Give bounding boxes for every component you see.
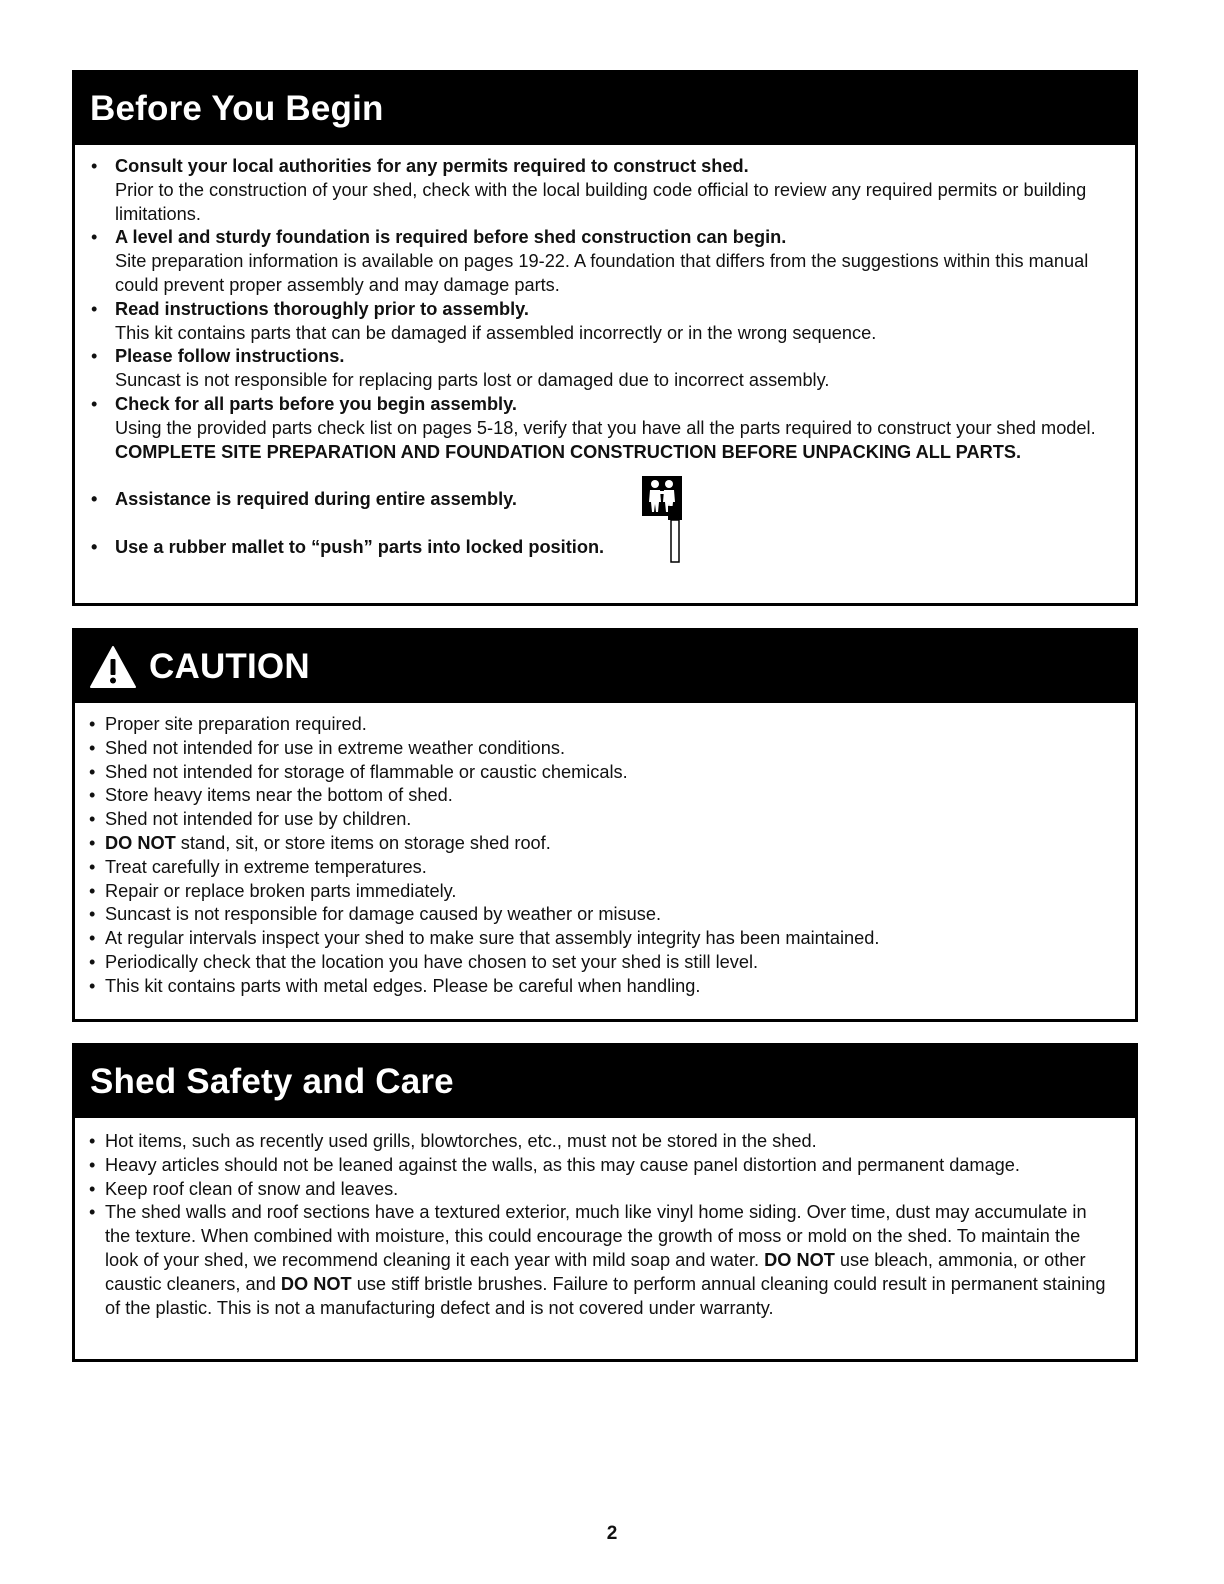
item-heading: Consult your local authorities for any permits required to construct shed. [115,156,749,176]
list-item [89,761,1115,785]
list-item [89,1130,1115,1154]
item-text: stand, sit, or store items on storage shed roof. [175,832,551,853]
bullet: • [89,975,96,996]
item-text: The shed walls and roof sections have a textured exterior, much like vinyl home siding. Over time, dust may accumulate in the texture. When combined with moisture, this could encourage the growth of moss or mold on the shed. To maintain the look of your shed, we recommend cleaning it each year with mild soap and water. [105,1202,1087,1270]
section-body [75,1118,1135,1320]
bullet: • [89,714,96,734]
item-text: Periodically check that the location you have chosen to set your shed is still level. [105,951,759,972]
list-item [89,713,1115,737]
item-text: At regular intervals inspect your shed to make sure that assembly integrity has been maintained. [105,928,880,949]
mallet-text: Use a rubber mallet to “push” parts into locked position. [115,537,605,558]
list-item [89,975,1115,999]
warning-triangle-icon [89,645,137,689]
section-title: Shed Safety and Care [90,1062,454,1101]
item-text: use stiff bristle brushes. Failure to perform annual cleaning could result in permanent staining of the plastic. This is not a manufacturing defect and is not covered under warranty. [105,1273,1106,1318]
list-item [89,832,1115,856]
bullet: • [89,880,96,901]
assistance-text: Assistance is required during entire assembly. [115,489,517,510]
before-you-begin-section [72,70,1138,606]
item-text: Hot items, such as recently used grills, blowtorches, etc., must not be stored in the shed. [105,1131,817,1151]
rubber-mallet-icon [665,506,685,564]
list-item [89,1178,1115,1202]
section-title: CAUTION [149,647,310,686]
section-header [75,1046,1135,1118]
item-text: Keep roof clean of snow and leaves. [105,1178,399,1199]
bullet: • [89,928,96,949]
bullet: • [91,298,98,319]
list-item [89,784,1115,808]
bullet: • [89,832,96,853]
section-header [75,631,1135,703]
caution-section [72,628,1138,1022]
item-text: Suncast is not responsible for replacing parts lost or damaged due to incorrect assembly. [115,370,830,391]
bullet: • [89,1178,96,1199]
bullet: • [89,809,96,830]
item-heading: Read instructions thoroughly prior to assembly. [115,298,529,319]
section-body [75,703,1135,999]
bullet: • [89,1154,96,1175]
list-item [89,1154,1115,1178]
list-item [91,345,1115,393]
item-text: Store heavy items near the bottom of shed. [105,785,453,806]
bullet: • [91,489,98,510]
bullet: • [91,156,98,176]
bullet: • [91,537,98,558]
item-text: Suncast is not responsible for damage caused by weather or misuse. [105,904,662,925]
item-heading: Check for all parts before you begin assembly. [115,393,517,414]
bullet: • [89,761,96,782]
bold-text: DO NOT [105,832,176,853]
item-text: Treat carefully in extreme temperatures. [105,856,427,877]
page-number: 2 [606,1523,618,1544]
list-item [89,951,1115,975]
item-text: use bleach, ammonia, or other caustic cleaners, and [105,1249,1086,1294]
list-item [89,808,1115,832]
bullet: • [91,346,98,367]
list-item [89,927,1115,951]
item-text: Prior to the construction of your shed, check with the local building code official to review any required permits or building limitations. [115,179,1087,224]
shed-safety-care-section [72,1043,1138,1362]
item-heading: Please follow instructions. [115,346,345,367]
list-item [91,298,1115,346]
list-item [89,1201,1115,1320]
item-heading: A level and sturdy foundation is required before shed construction can begin. [115,227,787,248]
bullet: • [89,951,96,972]
list-item [89,880,1115,904]
item-text: This kit contains parts with metal edges. Please be careful when handling. [105,975,701,996]
bullet: • [89,856,96,877]
bullet: • [91,393,98,414]
item-text: Site preparation information is available on pages 19-22. A foundation that differs from the suggestions within this manual could prevent proper assembly and may damage parts. [115,251,1089,295]
unpacking-notice: COMPLETE SITE PREPARATION AND FOUNDATION CONSTRUCTION BEFORE UNPACKING ALL PARTS. [115,441,1022,462]
item-text: Shed not intended for use in extreme weather conditions. [105,737,566,758]
bold-text: DO NOT [280,1273,352,1294]
bullet: • [89,904,96,925]
item-text: Using the provided parts check list on pages 5-18, verify that you have all the parts required to construct your shed model. [115,417,1096,438]
item-text: Proper site preparation required. [105,714,367,734]
bullet: • [89,785,96,806]
bold-text: DO NOT [764,1249,835,1270]
list-item [91,226,1115,297]
bullet: • [89,1131,96,1151]
section-header [75,73,1135,145]
list-item [91,393,1115,441]
bullet: • [89,737,96,758]
bullet: • [91,227,98,248]
list-item [89,737,1115,761]
bullet: • [89,1202,96,1223]
item-text: This kit contains parts that can be damaged if assembled incorrectly or in the wrong sequence. [115,322,877,343]
list-item [91,155,1115,226]
section-title: Before You Begin [90,89,384,128]
list-item [89,903,1115,927]
item-text: Heavy articles should not be leaned against the walls, as this may cause panel distortion and permanent damage. [105,1154,1020,1175]
assistance-item [91,488,1115,512]
section-body [75,145,1135,560]
item-text: Shed not intended for storage of flammable or caustic chemicals. [105,761,628,782]
item-text: Shed not intended for use by children. [105,809,412,830]
item-text: Repair or replace broken parts immediately. [105,880,457,901]
list-item [89,856,1115,880]
mallet-item [91,536,1115,560]
